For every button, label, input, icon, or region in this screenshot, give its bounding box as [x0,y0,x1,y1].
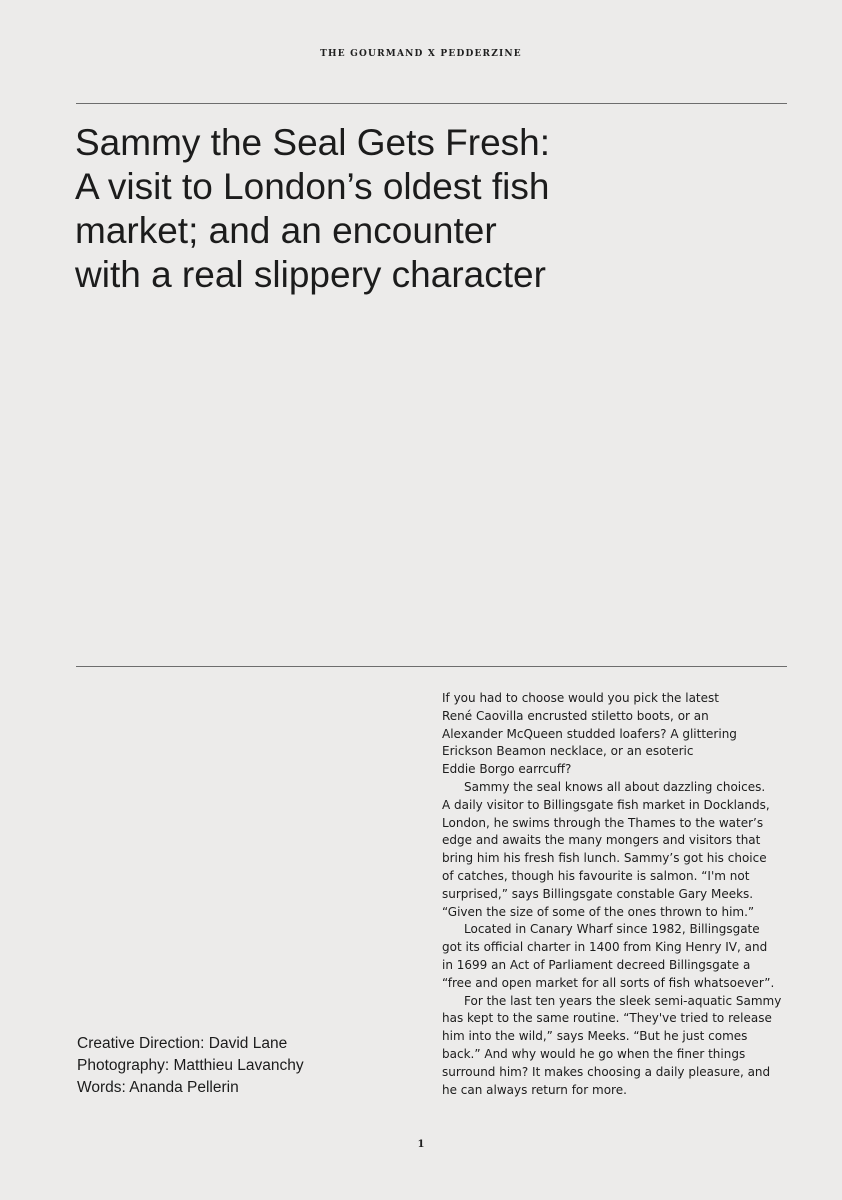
body-line: A daily visitor to Billingsgate fish market in Docklands, [442,797,770,812]
body-line: back.” And why would he go when the finer things [442,1046,746,1061]
headline-line: A visit to London’s oldest fish [75,166,550,207]
body-line: “Given the size of some of the ones thrown to him.” [442,904,755,919]
body-line: If you had to choose would you pick the latest [442,691,719,705]
headline-line: with a real slippery character [75,254,546,295]
body-line: in 1699 an Act of Parliament decreed Billingsgate a [442,957,751,972]
body-line: “free and open market for all sorts of fish whatsoever”. [442,975,775,990]
body-line: of catches, though his favourite is salmon. “I'm not [442,868,750,883]
body-paragraph-start: For the last ten years the sleek semi-aquatic Sammy [464,993,782,1008]
article-body [442,690,792,1099]
headline-line: market; and an encounter [75,210,497,251]
credits-block [77,1033,397,1099]
body-line: surround him? It makes choosing a daily pleasure, and [442,1064,771,1079]
credit-photography: Photography: Matthieu Lavanchy [77,1057,304,1074]
top-divider [76,103,787,104]
article-headline [75,121,775,297]
body-line: he can always return for more. [442,1082,627,1097]
headline-line: Sammy the Seal Gets Fresh: [75,122,551,163]
body-line: him into the wild,” says Meeks. “But he just comes [442,1029,748,1044]
page-number: 1 [417,1139,425,1150]
credit-creative-direction: Creative Direction: David Lane [77,1035,288,1052]
body-line: Eddie Borgo earrcuff? [442,762,572,777]
body-line: Alexander McQueen studded loafers? A glittering [442,726,737,741]
masthead: THE GOURMAND X PEDDERZINE [320,49,522,59]
body-line: Erickson Beamon necklace, or an esoteric [442,744,694,759]
body-line: bring him his fresh fish lunch. Sammy’s got his choice [442,851,767,866]
body-line: surprised,” says Billingsgate constable Gary Meeks. [442,886,754,901]
body-line: got its official charter in 1400 from King Henry IV, and [442,940,768,955]
body-line: René Caovilla encrusted stiletto boots, or an [442,708,709,723]
body-line: edge and awaits the many mongers and visitors that [442,833,761,848]
middle-divider [76,666,787,667]
body-line: London, he swims through the Thames to the water’s [442,815,764,830]
body-paragraph-start: Sammy the seal knows all about dazzling choices. [464,779,766,794]
credit-words: Words: Ananda Pellerin [77,1079,239,1096]
body-paragraph-start: Located in Canary Wharf since 1982, Billingsgate [464,922,760,937]
body-line: has kept to the same routine. “They've tried to release [442,1011,772,1026]
